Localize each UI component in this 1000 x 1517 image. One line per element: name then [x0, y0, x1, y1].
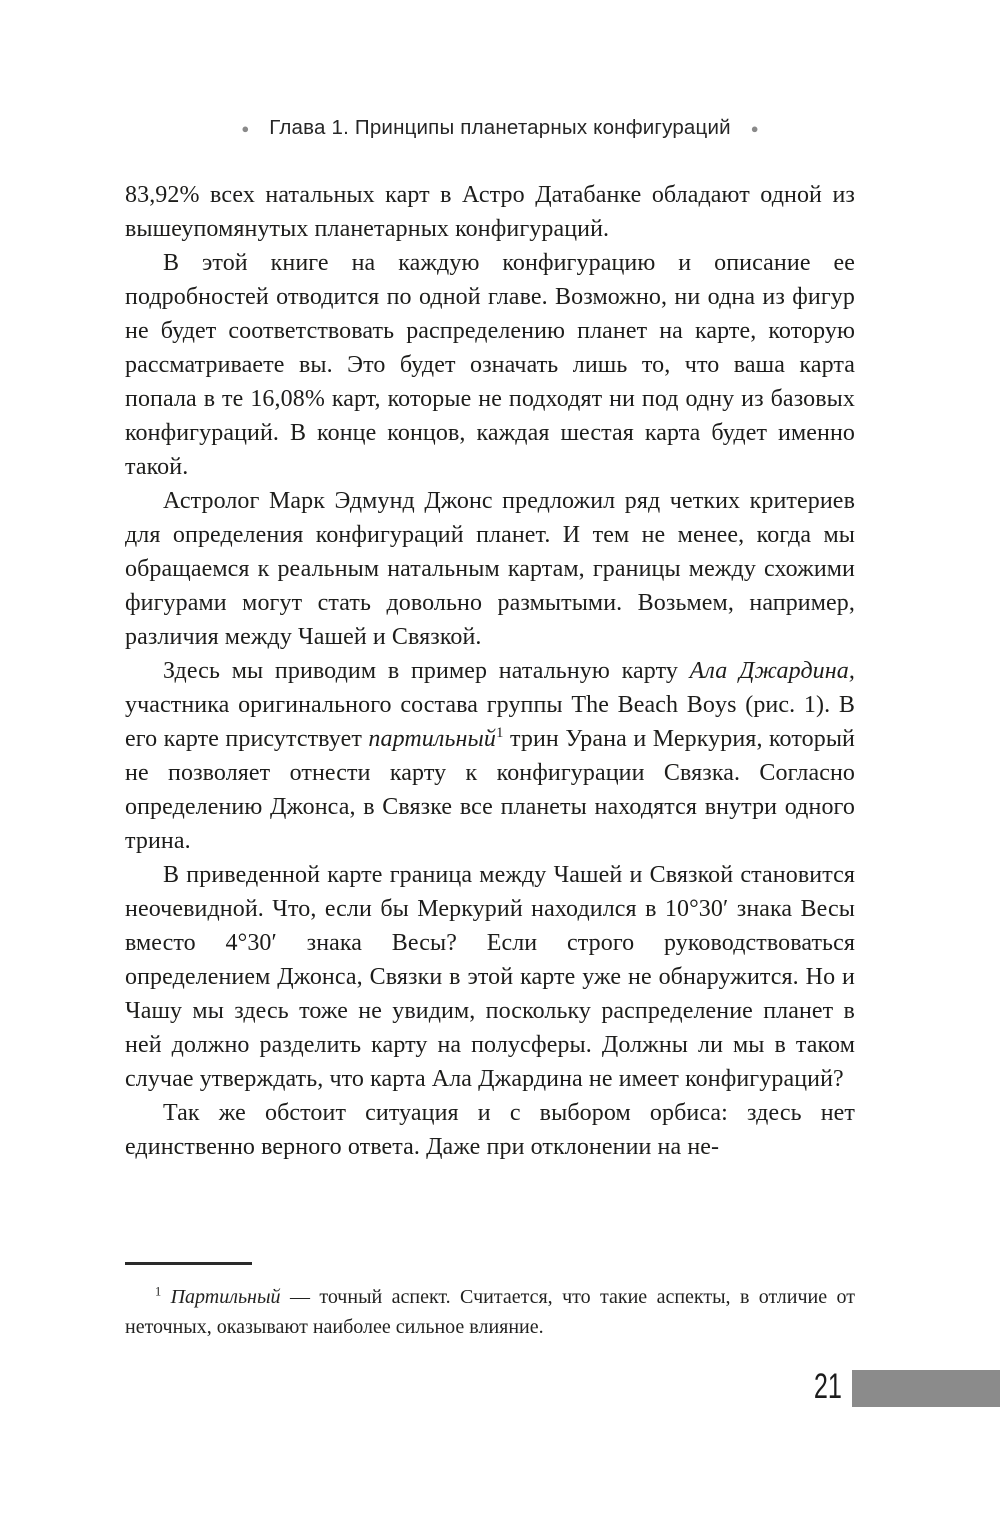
text-run: — точный аспект. Считается, что такие аспекты, в отличие от неточных, оказывают наиболее сильное влияние. — [125, 1286, 855, 1338]
header-dot-right-icon: ● — [750, 120, 759, 136]
paragraph — [125, 246, 855, 484]
text-run: партильный — [368, 726, 496, 752]
text-run: В этой книге на каждую конфигурацию и описание ее подробностей отводится по одной главе. Возможно, ни одна из фигур не будет соответствовать распределению планет на карте, которую рассматриваете вы. Это будет означать лишь то, что ваша карта попала в те 16,08% карт, которые не подходят ни под одну из базовых конфигураций. В конце концов, каждая шестая карта будет именно такой. — [125, 250, 855, 480]
page-number: 21 — [813, 1367, 842, 1406]
text-run: участника оригинального состава группы The Beach Boys (рис. 1). В его карте присутствует — [125, 692, 855, 752]
page-number-bar — [852, 1370, 1000, 1407]
text-run: Так же обстоит ситуация и с выбором орбиса: здесь нет единственно верного ответа. Даже при отклонении на не- — [125, 1100, 855, 1160]
paragraph — [125, 1096, 855, 1164]
chapter-header-title: Глава 1. Принципы планетарных конфигураций — [269, 116, 731, 139]
body-text — [125, 178, 855, 1256]
text-run: 83,92% всех натальных карт в Астро Датабанке обладают одной из вышеупомянутых планетарных конфигураций. — [125, 182, 855, 242]
text-run: В приведенной карте граница между Чашей и Связкой становится неочевидной. Что, если бы Меркурий находился в 10°30′ знака Весы вместо 4°30′ знака Весы? Если строго руководствоваться определением Джонса, Связки в этой карте уже не обнаружится. Но и Чашу мы здесь тоже не увидим, поскольку распределение планет в ней должно разделить карту на полусферы. Должны ли мы в таком случае утверждать, что карта Ала Джардина не имеет конфигураций? — [125, 862, 855, 1092]
footnote-area — [125, 1262, 855, 1342]
running-head — [0, 112, 1000, 144]
footnote-marker: 1 — [155, 1284, 162, 1299]
text-run: Астролог Марк Эдмунд Джонс предложил ряд четких критериев для определения конфигураций планет. И тем не менее, когда мы обращаемся к реальным натальным картам, границы между схожими фигурами могут стать довольно размытыми. Возьмем, например, различия между Чашей и Связкой. — [125, 488, 855, 650]
header-dot-left-icon: ● — [241, 120, 250, 136]
footnote-reference: 1 — [495, 725, 504, 741]
paragraph — [125, 484, 855, 654]
paragraph — [125, 858, 855, 1096]
footnote — [125, 1282, 855, 1342]
paragraph — [125, 654, 855, 858]
text-run: Ала Джардина, — [689, 658, 855, 684]
footnote-separator-rule — [125, 1262, 252, 1265]
text-run: трин Урана и Меркурия, который не позволяет отнести карту к конфигурации Связка. Согласно определению Джонса, в Связке все планеты находятся внутри одного трина. — [125, 726, 855, 854]
paragraph — [125, 178, 855, 246]
text-run: Здесь мы приводим в пример натальную карту — [163, 658, 690, 684]
text-run: Партильный — [170, 1286, 281, 1308]
